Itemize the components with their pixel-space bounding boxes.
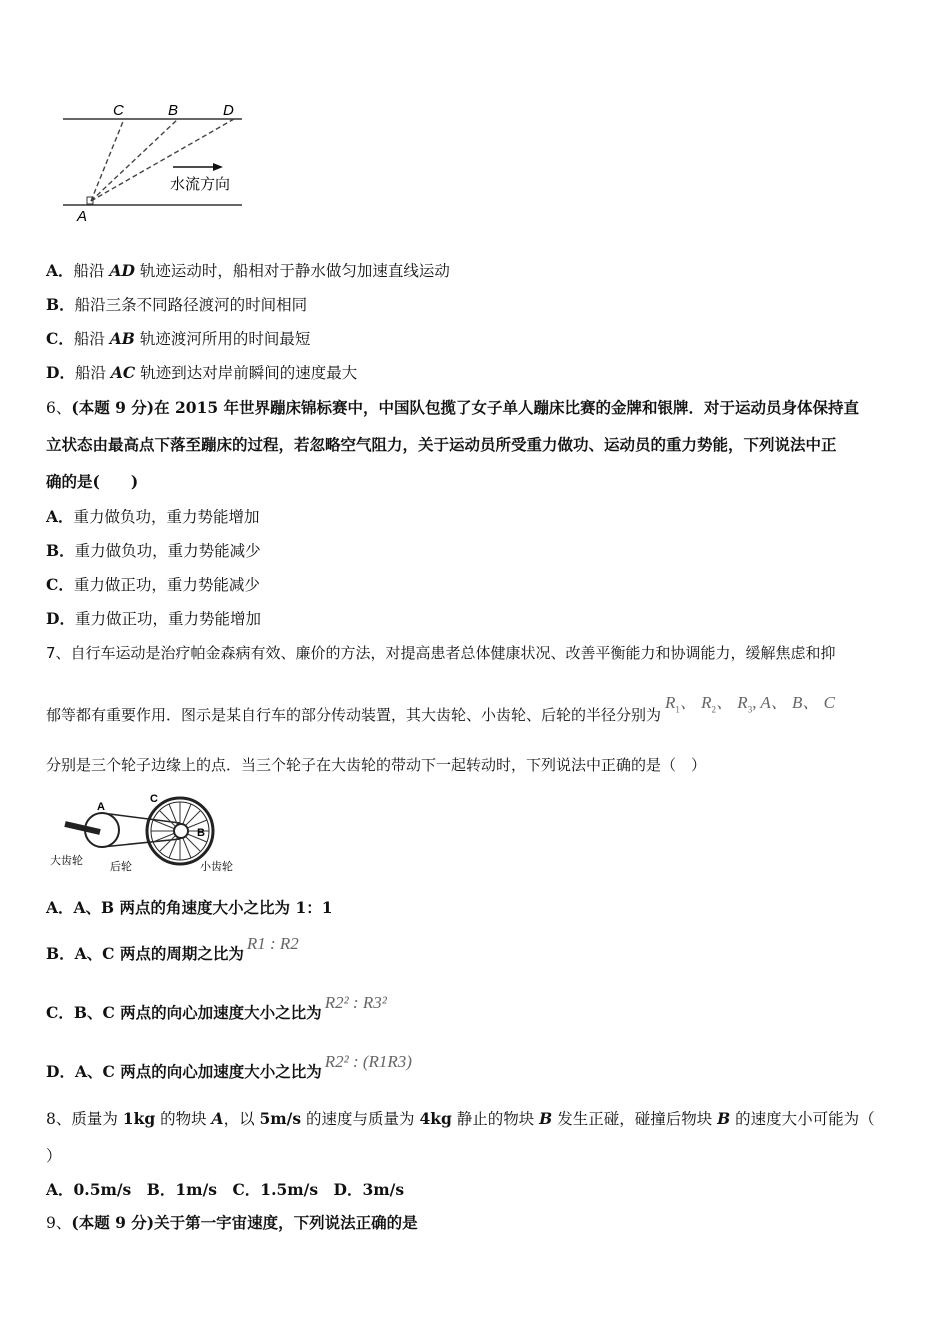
- q6-option-b: B．重力做负功，重力势能减少: [46, 541, 261, 560]
- q6-stem-line3: 确的是( ): [46, 472, 139, 491]
- flow-direction-label: 水流方向: [170, 176, 231, 193]
- rear-wheel-label: 后轮: [110, 861, 132, 873]
- q7-stem-line1: 7、自行车运动是治疗帕金森病有效、廉价的方法，对提高患者总体健康状况、改善平衡能力和协调能力，缓解焦虑和抑: [46, 644, 836, 662]
- q7-option-c: C．B、C 两点的向心加速度大小之比为R2² : R3²: [46, 993, 387, 1022]
- q8-stem-line2: ）: [46, 1147, 62, 1165]
- q6-stem-line2: 立状态由最高点下落至蹦床的过程，若忽略空气阻力，关于运动员所受重力做功、运动员的重力势能，下列说法中正: [46, 435, 837, 454]
- q6-option-a: A．重力做负功，重力势能增加: [46, 507, 260, 526]
- acceleration-ratio-formula: R2² : (R1R3): [324, 1052, 412, 1071]
- q9-stem: 9、(本题 9 分)关于第一宇宙速度，下列说法正确的是: [46, 1213, 418, 1232]
- q7-stem-line2: 郁等都有重要作用．图示是某自行车的部分传动装置，其大齿轮、小齿轮、后轮的半径分别为$R_1$、 $R_2$、 $R_3$, A、 B、 C: [46, 693, 835, 724]
- label-b: B: [168, 102, 179, 119]
- label-c: C: [113, 102, 124, 119]
- label-d: D: [223, 102, 234, 119]
- q6-option-d: D．重力做正功，重力势能增加: [46, 609, 261, 628]
- river-crossing-figure: [55, 95, 250, 230]
- q5-option-d: D．船沿 AC 轨迹到达对岸前瞬间的速度最大: [46, 363, 358, 382]
- bicycle-transmission-figure: [50, 790, 240, 875]
- q7-option-d: D．A、C 两点的向心加速度大小之比为R2² : (R1R3): [46, 1052, 412, 1081]
- small-gear-label: 小齿轮: [200, 861, 233, 873]
- q7-stem-line3: 分别是三个轮子边缘上的点．当三个轮子在大齿轮的带动下一起转动时，下列说法中正确的是（ ）: [46, 756, 707, 774]
- q8-options: A．0.5m/s B．1m/s C．1.5m/s D．3m/s: [46, 1180, 405, 1199]
- q6-option-c: C．重力做正功，重力势能减少: [46, 575, 260, 594]
- period-ratio-formula: R1 : R2: [246, 934, 299, 953]
- q7-option-b: B．A、C 两点的周期之比为R1 : R2: [46, 934, 299, 963]
- acceleration-ratio-formula: R2² : R3²: [324, 993, 387, 1012]
- label-a: A: [77, 208, 88, 225]
- label-a: A: [97, 801, 105, 813]
- radii-formula: $R_1$、 $R_2$、 $R_3$, A、 B、 C: [665, 693, 835, 715]
- label-b: B: [197, 827, 205, 839]
- q5-option-c: C．船沿 AB 轨迹渡河所用的时间最短: [46, 329, 311, 348]
- q5-option-a: A．船沿 AD 轨迹运动时，船相对于静水做匀加速直线运动: [46, 261, 450, 280]
- label-c: C: [150, 793, 158, 805]
- q7-option-a: A．A、B 两点的角速度大小之比为 1：1: [46, 898, 333, 917]
- big-gear-label: 大齿轮: [50, 855, 83, 867]
- q8-stem-line1: 8、质量为 1kg 的物块 A，以 5m/s 的速度与质量为 4kg 静止的物块 B 发生正碰，碰撞后物块 B 的速度大小可能为（: [46, 1109, 875, 1128]
- q6-stem-line1: 6、(本题 9 分)在 2015 年世界蹦床锦标赛中，中国队包揽了女子单人蹦床比赛的金牌和银牌．对于运动员身体保持直: [46, 398, 860, 417]
- q5-option-b: B．船沿三条不同路径渡河的时间相同: [46, 295, 308, 314]
